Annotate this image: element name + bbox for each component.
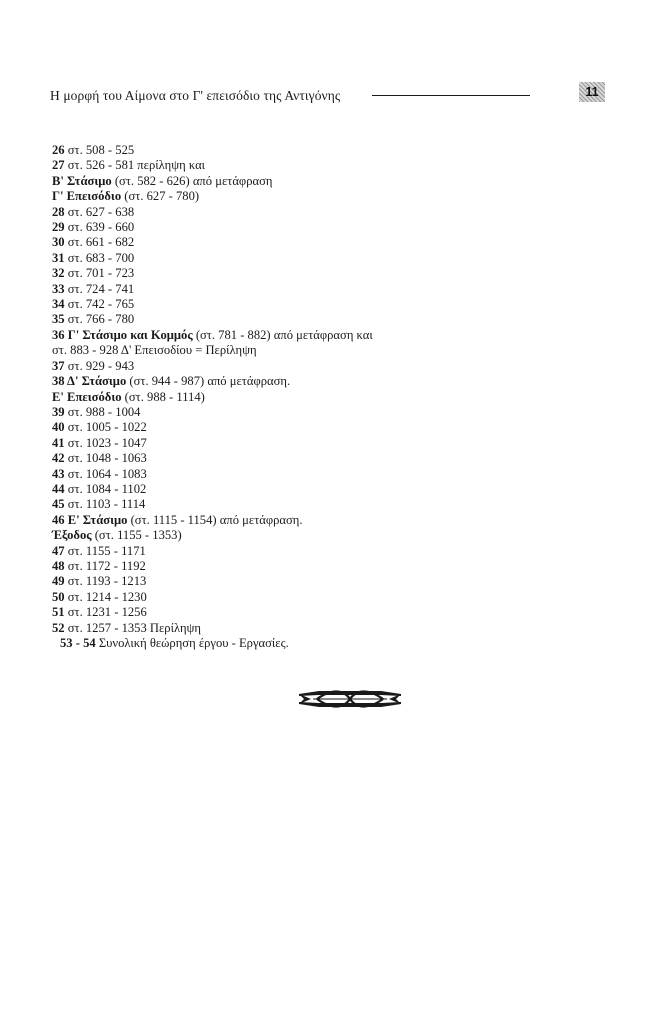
toc-entry — [52, 297, 472, 312]
toc-entry-number: 43 — [52, 466, 65, 481]
toc-entry-text: στ. 1231 - 1256 — [64, 605, 147, 620]
toc-entry-text: στ. 929 - 943 — [64, 358, 135, 373]
toc-entry — [52, 143, 472, 158]
toc-entry-text: στ. 1084 - 1102 — [64, 481, 147, 496]
toc-entry-number: 48 — [52, 558, 65, 573]
toc-entry-number: 37 — [52, 358, 65, 373]
toc-entry — [52, 513, 472, 528]
toc-entry-text: στ. 1005 - 1022 — [64, 420, 147, 435]
toc-entry-number: 36 — [52, 327, 65, 342]
toc-entry — [52, 528, 472, 543]
toc-entry — [52, 390, 472, 405]
toc-entry-number: 51 — [52, 605, 65, 620]
toc-entry-text: (στ. 781 - 882) από μετάφραση και — [192, 327, 373, 342]
toc-entry-number: 49 — [52, 574, 65, 589]
page-number-badge — [579, 82, 605, 102]
toc-entry-number: 26 — [52, 143, 65, 157]
toc-entry — [52, 574, 472, 589]
toc-entry-text: στ. 683 - 700 — [64, 250, 135, 265]
toc-entry-number: 39 — [52, 404, 65, 419]
toc-entry — [52, 266, 472, 281]
toc-entry-text: (στ. 944 - 987) από μετάφραση. — [126, 374, 291, 389]
toc-entry-text: στ. 1103 - 1114 — [64, 497, 146, 512]
header-rule — [372, 95, 530, 96]
toc-entry-text: στ. 883 - 928 Δ' Επεισοδίου = Περίληψη — [52, 343, 257, 358]
toc-entry-number: 32 — [52, 266, 65, 281]
toc-entry-text: (στ. 627 - 780) — [121, 189, 200, 204]
toc-entry-text: Συνολική θεώρηση έργου - Εργασίες. — [95, 636, 289, 650]
toc-entry-number: 44 — [52, 481, 65, 496]
toc-entry — [52, 374, 472, 389]
toc-entry-number: 53 - 54 — [60, 636, 96, 650]
toc-entry — [52, 328, 472, 343]
running-header — [50, 86, 610, 110]
toc-entry-number: 42 — [52, 451, 65, 466]
toc-entry — [52, 359, 472, 374]
page-number: 11 — [585, 85, 599, 99]
toc-entry — [52, 312, 472, 327]
toc-entry-number: 34 — [52, 297, 65, 312]
toc-entry-number: 46 — [52, 512, 65, 527]
toc-entry-number: 38 — [52, 374, 65, 389]
toc-entry-text: (στ. 1115 - 1154) από μετάφραση. — [127, 512, 303, 527]
toc-entry — [52, 621, 472, 636]
toc-entry — [52, 282, 472, 297]
toc-entry-number: 33 — [52, 281, 65, 296]
toc-entry-number: 41 — [52, 435, 65, 450]
toc-entry-text: (στ. 988 - 1114) — [121, 389, 205, 404]
toc-entry-heading: Ε' Επεισόδιο — [52, 389, 122, 404]
toc-entry-heading: Β' Στάσιμο — [52, 173, 112, 188]
toc-entry-number: 45 — [52, 497, 65, 512]
toc-entry — [52, 636, 472, 651]
toc-entry-text: στ. 724 - 741 — [64, 281, 135, 296]
toc-entry-text: στ. 1172 - 1192 — [64, 558, 146, 573]
toc-entry — [52, 235, 472, 250]
toc-entry-number: 27 — [52, 158, 65, 173]
toc-entry-number: 35 — [52, 312, 65, 327]
toc-entry — [52, 405, 472, 420]
toc-entry — [52, 174, 472, 189]
toc-entry-text: στ. 1023 - 1047 — [64, 435, 147, 450]
toc-entry-text: στ. 766 - 780 — [64, 312, 135, 327]
toc-entry-number: 52 — [52, 620, 65, 635]
toc-entry — [52, 605, 472, 620]
toc-entry — [52, 220, 472, 235]
toc-entry — [52, 544, 472, 559]
toc-entry — [52, 189, 472, 204]
toc-entry-number: 30 — [52, 235, 65, 250]
toc-entry-number: 31 — [52, 250, 65, 265]
toc-entry-text: στ. 1155 - 1171 — [64, 543, 146, 558]
toc-entry-heading: Γ' Επεισόδιο — [52, 189, 122, 204]
toc-entry-text: στ. 508 - 525 — [64, 143, 135, 157]
toc-entry-heading: Ε' Στάσιμο — [64, 512, 128, 527]
toc-entry — [52, 559, 472, 574]
toc-entry — [52, 205, 472, 220]
toc-entry-number: 40 — [52, 420, 65, 435]
toc-entry-heading: Γ' Στάσιμο και Κομμός — [64, 327, 193, 342]
toc-entry-number: 47 — [52, 543, 65, 558]
toc-entry — [52, 251, 472, 266]
toc-entry — [52, 436, 472, 451]
toc-entry — [52, 451, 472, 466]
toc-entry-text: στ. 627 - 638 — [64, 204, 135, 219]
toc-entry-heading: Έξοδος — [52, 528, 92, 543]
toc-entry — [52, 467, 472, 482]
toc-entry — [52, 482, 472, 497]
toc-entry-text: στ. 1214 - 1230 — [64, 589, 147, 604]
toc-entry-text: στ. 701 - 723 — [64, 266, 135, 281]
toc-entry — [52, 158, 472, 173]
toc-entry-text: στ. 988 - 1004 — [64, 404, 141, 419]
toc-entry-text: στ. 742 - 765 — [64, 297, 135, 312]
toc-entry-text: στ. 1257 - 1353 Περίληψη — [64, 620, 202, 635]
toc-entry-number: 29 — [52, 220, 65, 235]
toc-entry-heading: Δ' Στάσιμο — [64, 374, 127, 389]
toc-entry-text: στ. 639 - 660 — [64, 220, 135, 235]
toc-entry-text: στ. 661 - 682 — [64, 235, 135, 250]
toc-entry-text: στ. 526 - 581 περίληψη και — [64, 158, 206, 173]
toc-entry-text: στ. 1064 - 1083 — [64, 466, 147, 481]
toc-entry-text: στ. 1193 - 1213 — [64, 574, 147, 589]
toc-entry-number: 28 — [52, 204, 65, 219]
toc-entry — [52, 420, 472, 435]
toc-entry-text: στ. 1048 - 1063 — [64, 451, 147, 466]
header-title: Η μορφή του Αίμονα στο Γ' επεισόδιο της Αντιγόνης — [50, 88, 341, 103]
toc-entry-text: (στ. 582 - 626) από μετάφραση — [111, 173, 273, 188]
table-of-contents — [52, 143, 472, 651]
decorative-scroll-ornament-icon — [297, 688, 403, 710]
toc-entry — [52, 343, 472, 358]
toc-entry — [52, 497, 472, 512]
toc-entry-number: 50 — [52, 589, 65, 604]
toc-entry — [52, 590, 472, 605]
toc-entry-text: (στ. 1155 - 1353) — [91, 528, 182, 543]
